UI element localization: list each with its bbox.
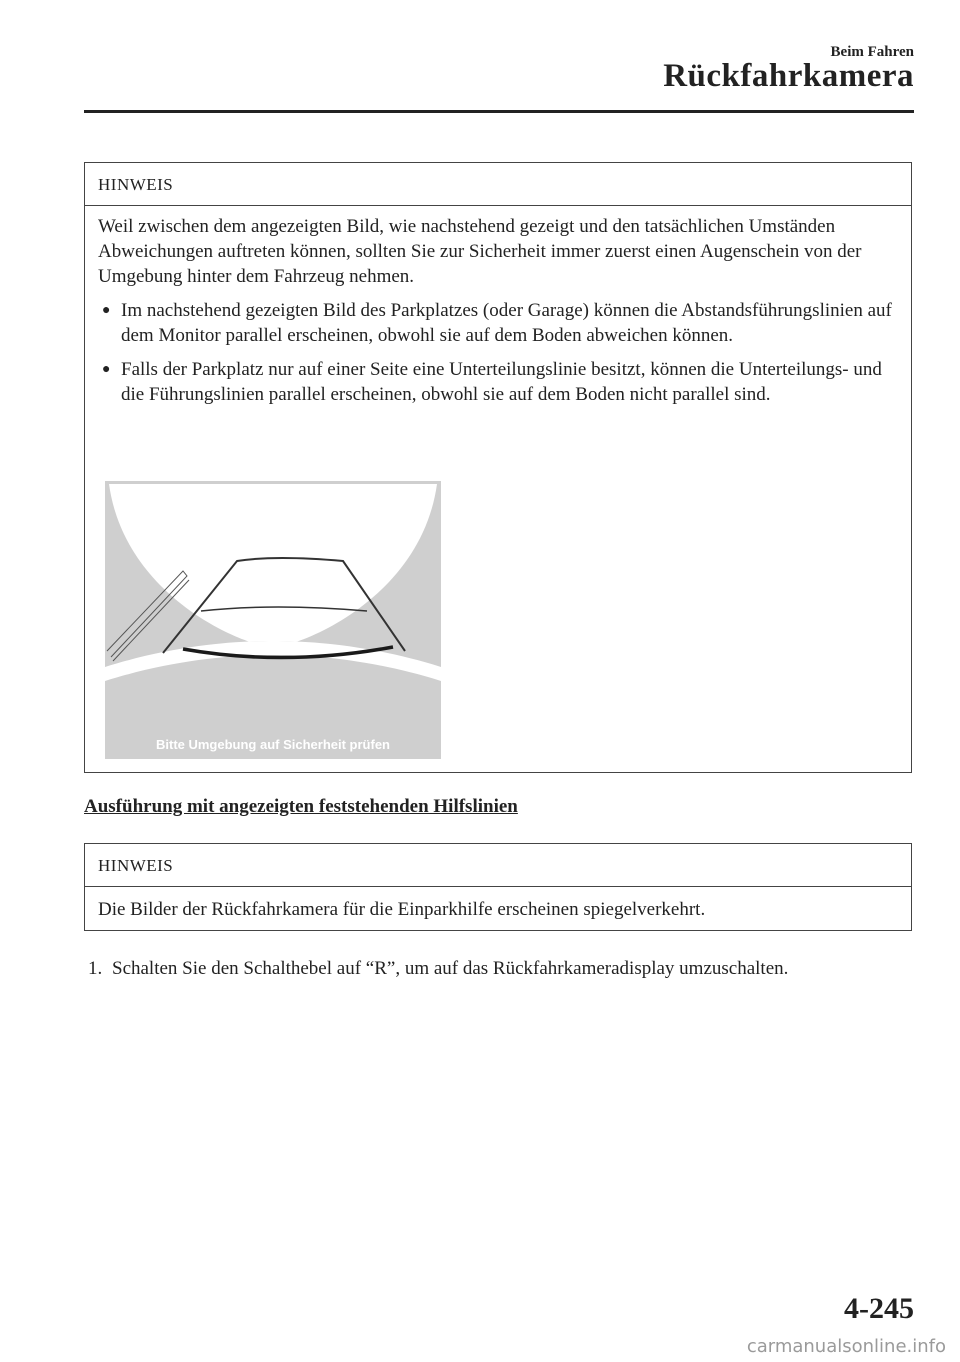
list-item bbox=[98, 298, 898, 348]
camera-display-figure bbox=[105, 481, 441, 759]
note-intro: Weil zwischen dem angezeigten Bild, wie nachstehend gezeigt und den tatsächlichen Umständen Abweichungen auftreten können, sollten Sie zur Sicherheit immer zuerst einen Augenschein von der Umgebung hinter dem Fahrzeug nehmen. bbox=[98, 216, 862, 287]
step-number: 1. bbox=[88, 958, 103, 979]
note-body bbox=[85, 206, 911, 407]
list-item bbox=[98, 357, 898, 407]
step-text: Schalten Sie den Schalthebel auf “R”, um auf das Rückfahrkameradisplay umzuschalten. bbox=[112, 958, 789, 979]
page-title: Rückfahrkamera bbox=[663, 58, 914, 94]
section-label: Beim Fahren bbox=[830, 44, 914, 60]
page-number: 4-245 bbox=[844, 1292, 914, 1325]
list-item-text: Falls der Parkplatz nur auf einer Seite eine Unterteilungslinie besitzt, können die Unterteilungs- und die Führungslinien parallel erscheinen, obwohl sie auf dem Boden nicht parallel sind. bbox=[121, 359, 882, 405]
bullet-icon: ● bbox=[102, 362, 111, 377]
note-heading: HINWEIS bbox=[85, 163, 911, 206]
section-heading: Ausführung mit angezeigten feststehenden Hilfslinien bbox=[84, 796, 518, 817]
list-item-text: Im nachstehend gezeigten Bild des Parkplatzes (oder Garage) können die Abstandsführungslinien auf dem Monitor parallel erscheinen, obwohl sie auf dem Boden abweichen können. bbox=[121, 300, 892, 346]
note-box bbox=[84, 843, 912, 931]
note-box bbox=[84, 162, 912, 773]
step-item bbox=[84, 956, 912, 982]
note-body bbox=[85, 887, 911, 922]
header-rule bbox=[84, 110, 914, 113]
note-text: Die Bilder der Rückfahrkamera für die Einparkhilfe erscheinen spiegelverkehrt. bbox=[98, 899, 706, 920]
note-heading: HINWEIS bbox=[85, 844, 911, 887]
bullet-icon: ● bbox=[102, 303, 111, 318]
watermark: carmanualsonline.info bbox=[746, 1336, 946, 1357]
figure-caption: Bitte Umgebung auf Sicherheit prüfen bbox=[155, 737, 391, 752]
